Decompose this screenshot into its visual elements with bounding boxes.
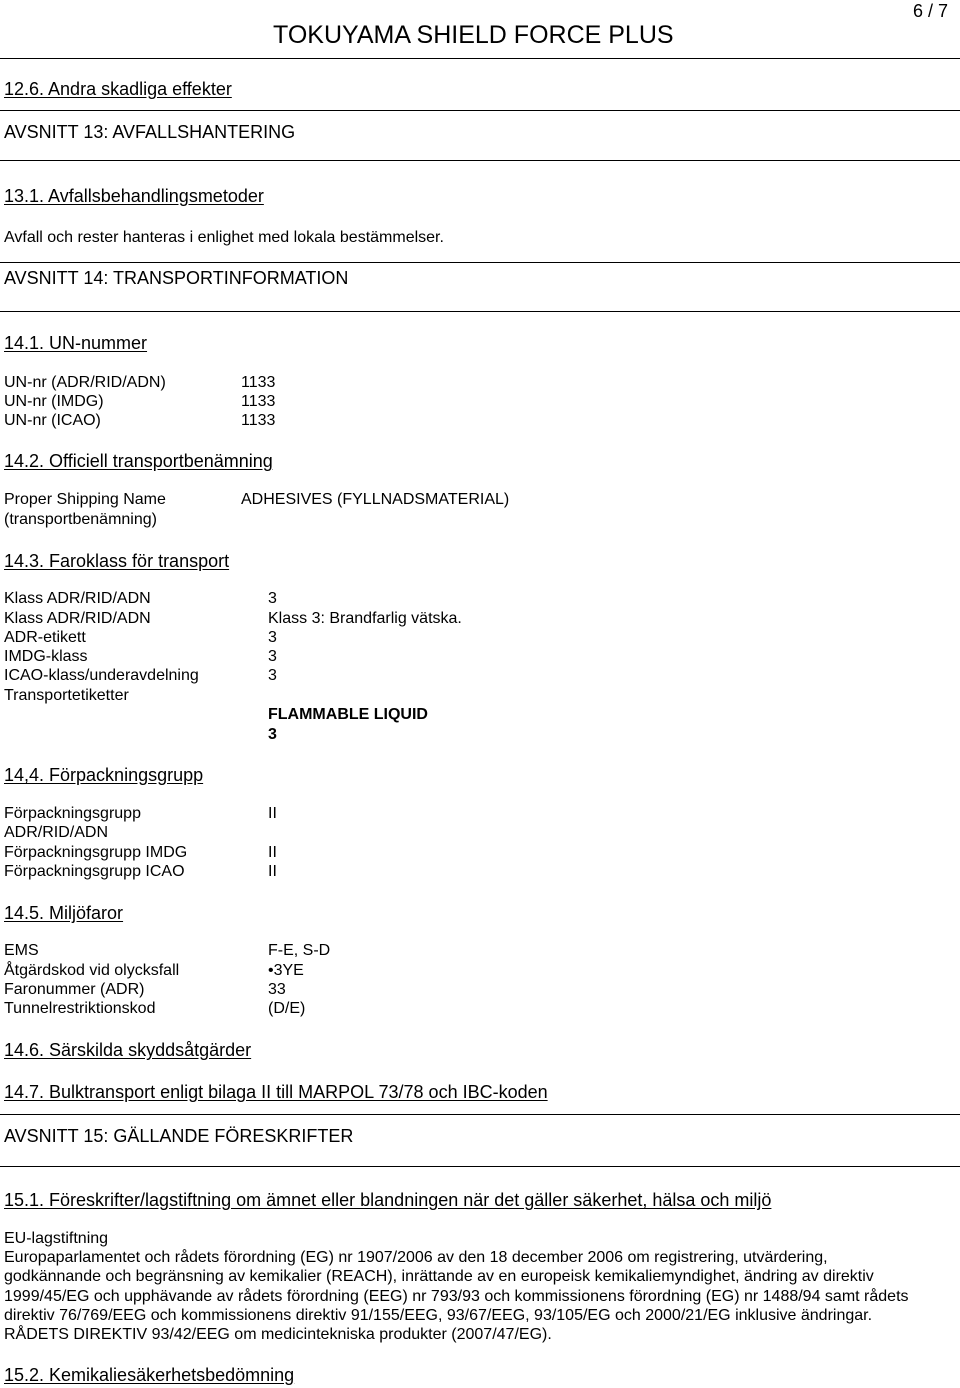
page-number: 6 / 7 — [912, 1, 948, 21]
env-label: Åtgärdskod vid olycksfall — [4, 962, 180, 979]
packing-value: II — [268, 844, 277, 861]
section-15-rule-bottom — [0, 1166, 960, 1167]
transport-label-text-line2: 3 — [268, 726, 277, 743]
section-14-7-heading: 14.7. Bulktransport enligt bilaga II till MARPOL 73/78 och IBC-koden — [4, 1082, 548, 1102]
eu-text-line: godkännande och begränsning av kemikalier (REACH), inrättande av en europeisk kemikaliemyndighet, ändring av direktiv — [4, 1268, 874, 1285]
section-14-3-heading: 14.3. Faroklass för transport — [4, 551, 230, 571]
section-15-rule-top — [0, 1114, 960, 1115]
section-14-rule-top — [0, 262, 960, 263]
env-value: F-E, S-D — [268, 942, 331, 959]
shipping-name-label-line2: (transportbenämning) — [4, 511, 157, 528]
section-12-6-heading: 12.6. Andra skadliga effekter — [4, 79, 232, 99]
env-value: (D/E) — [268, 1000, 306, 1017]
section-14-1-heading: 14.1. UN-nummer — [4, 333, 148, 353]
section-15-2-heading: 15.2. Kemikaliesäkerhetsbedömning — [4, 1365, 295, 1385]
packing-value: II — [268, 805, 277, 822]
section-14-5-heading: 14.5. Miljöfaror — [4, 903, 124, 923]
un-label: UN-nr (IMDG) — [4, 393, 104, 410]
section-15-1-heading: 15.1. Föreskrifter/lagstiftning om ämnet eller blandningen när det gäller säkerhet, hälsa och miljö — [4, 1190, 772, 1210]
un-value: 1133 — [241, 374, 276, 391]
shipping-name-value: ADHESIVES (FYLLNADSMATERIAL) — [241, 491, 510, 508]
section-14-rule-bottom — [0, 311, 960, 312]
shipping-name-label-line1: Proper Shipping Name — [4, 491, 166, 508]
hazard-label: Klass ADR/RID/ADN — [4, 590, 151, 607]
env-value: •3YE — [268, 962, 304, 979]
hazard-value: 3 — [268, 648, 277, 665]
env-label: Faronummer (ADR) — [4, 981, 145, 998]
hazard-label: ADR-etikett — [4, 629, 86, 646]
packing-label: ADR/RID/ADN — [4, 824, 109, 841]
eu-text-line: 1999/45/EG och upphävande av rådets förordning (EEG) nr 793/93 och kommissionens förordning (EG) nr 1488/94 samt rådets — [4, 1288, 909, 1305]
hazard-label: Transportetiketter — [4, 687, 129, 704]
eu-text-line: Europaparlamentet och rådets förordning (EG) nr 1907/2006 av den 18 december 2006 om registrering, utvärdering, — [4, 1249, 828, 1266]
un-label: UN-nr (ADR/RID/ADN) — [4, 374, 166, 391]
hazard-value: 3 — [268, 590, 277, 607]
section-13-text: Avfall och rester hanteras i enlighet med lokala bestämmelser. — [4, 229, 444, 246]
section-14-title: AVSNITT 14: TRANSPORTINFORMATION — [4, 268, 349, 288]
packing-label: Förpackningsgrupp — [4, 805, 141, 822]
hazard-value: 3 — [268, 667, 277, 684]
section-14-2-heading: 14.2. Officiell transportbenämning — [4, 451, 273, 471]
hazard-label: Klass ADR/RID/ADN — [4, 610, 151, 627]
section-13-title: AVSNITT 13: AVFALLSHANTERING — [4, 122, 296, 142]
section-13-1-heading: 13.1. Avfallsbehandlingsmetoder — [4, 186, 264, 206]
eu-text-line: direktiv 76/769/EEG och kommissionens direktiv 91/155/EEG, 93/67/EEG, 93/105/EG och 2000/21/EG inklusive ändringar. — [4, 1307, 873, 1324]
un-label: UN-nr (ICAO) — [4, 412, 101, 429]
eu-text-line: RÅDETS DIREKTIV 93/42/EEG om medicintekniska produkter (2007/47/EG). — [4, 1326, 552, 1343]
product-title: TOKUYAMA SHIELD FORCE PLUS — [273, 21, 674, 49]
env-value: 33 — [268, 981, 286, 998]
env-label: EMS — [4, 942, 39, 959]
packing-label: Förpackningsgrupp IMDG — [4, 844, 188, 861]
transport-label-text-line1: FLAMMABLE LIQUID — [268, 706, 428, 723]
un-value: 1133 — [241, 393, 276, 410]
packing-label: Förpackningsgrupp ICAO — [4, 863, 185, 880]
eu-legislation-label: EU-lagstiftning — [4, 1230, 109, 1247]
section-13-rule-bottom — [0, 160, 960, 161]
hazard-value: Klass 3: Brandfarlig vätska. — [268, 610, 462, 627]
hazard-label: IMDG-klass — [4, 648, 88, 665]
un-value: 1133 — [241, 412, 276, 429]
section-15-title: AVSNITT 15: GÄLLANDE FÖRESKRIFTER — [4, 1126, 354, 1146]
section-13-rule-top — [0, 110, 960, 111]
packing-value: II — [268, 863, 277, 880]
section-14-6-heading: 14.6. Särskilda skyddsåtgärder — [4, 1040, 252, 1060]
header-rule — [0, 58, 960, 59]
section-14-4-heading: 14,4. Förpackningsgrupp — [4, 765, 204, 785]
env-label: Tunnelrestriktionskod — [4, 1000, 156, 1017]
hazard-label: ICAO-klass/underavdelning — [4, 667, 199, 684]
hazard-value: 3 — [268, 629, 277, 646]
